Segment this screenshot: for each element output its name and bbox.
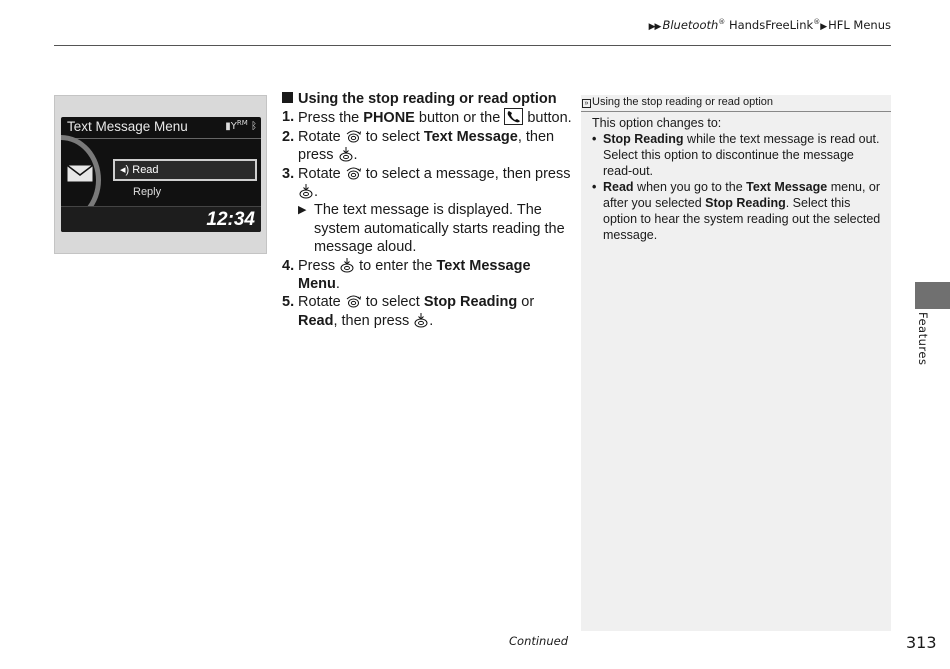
- speaker-icon: ◂): [120, 164, 130, 176]
- phone-button-icon: [504, 108, 523, 125]
- menu-item-read-selected: [113, 159, 257, 181]
- step-3-result: [282, 201, 572, 256]
- interface-dial-rotate-icon: [345, 294, 362, 309]
- signal-icon: Y: [230, 121, 237, 132]
- note-item-stop-reading: [592, 131, 882, 179]
- note-bold: Text Message: [746, 180, 828, 194]
- registered-mark: ®: [718, 18, 726, 27]
- step-text: Rotate: [298, 294, 345, 311]
- interface-dial-press-icon: [338, 146, 354, 162]
- step-text: to select a message, then press: [361, 165, 571, 182]
- audio-display-screen: [61, 117, 261, 232]
- screen-title-divider: [61, 138, 261, 139]
- note-bold: Stop Reading: [603, 132, 684, 146]
- screen-title: Text Message Menu: [67, 119, 188, 134]
- page-number: 313: [906, 633, 937, 652]
- step-bold: Text Message Menu: [298, 257, 531, 293]
- breadcrumb-menus: HFL Menus: [828, 18, 891, 32]
- continued-label: Continued: [509, 634, 569, 648]
- envelope-icon: [67, 165, 93, 182]
- step-number: 3.: [282, 165, 295, 182]
- note-bold: Read: [603, 180, 634, 194]
- step-text: .: [429, 312, 434, 329]
- interface-dial-rotate-icon: [345, 129, 362, 144]
- note-text: while the text message is read out. Select this option to discontinue the message read-out.: [603, 132, 880, 178]
- header-rule: [54, 45, 891, 46]
- note-reference-icon: »: [582, 99, 591, 108]
- step-text: Rotate: [298, 128, 345, 145]
- step-text: , then press: [333, 312, 414, 329]
- note-text: menu, or after you selected: [603, 180, 881, 210]
- read-label: [120, 163, 159, 176]
- step-bold: Stop Reading: [423, 294, 518, 311]
- bullet-icon: •: [592, 180, 597, 194]
- step-text: Rotate: [298, 165, 345, 182]
- step-number: 2.: [282, 128, 295, 145]
- step-5: [282, 293, 572, 330]
- note-text: when you go to the: [633, 180, 747, 194]
- breadcrumb: [649, 18, 891, 32]
- battery-icon: ▮: [225, 121, 231, 132]
- step-4: [282, 257, 572, 294]
- step-text: , then press: [298, 128, 555, 164]
- step-bold: Read: [298, 312, 334, 329]
- note-title: [581, 95, 891, 112]
- step-text: or: [517, 294, 535, 311]
- note-bold: Stop Reading: [705, 196, 786, 210]
- section-heading: [282, 90, 572, 108]
- step-text: .: [335, 276, 340, 293]
- step-text: to enter the: [355, 257, 437, 274]
- step-2: [282, 128, 572, 165]
- result-text: The text message is displayed. The system automatically starts reading the message aloud.: [314, 202, 565, 256]
- step-text: to select: [361, 294, 424, 311]
- bullet-icon: •: [592, 132, 597, 146]
- clock: 12:34: [206, 209, 255, 230]
- step-text: to select: [361, 128, 424, 145]
- section-tab-text: Features: [916, 312, 930, 366]
- breadcrumb-bluetooth: Bluetooth: [662, 18, 719, 32]
- step-text: Press the: [298, 110, 364, 127]
- step-text: button.: [523, 110, 572, 127]
- read-text: Read: [132, 164, 159, 176]
- note-intro: This option changes to:: [592, 116, 722, 130]
- roaming-indicator: RM: [236, 119, 248, 127]
- step-1: [282, 108, 572, 127]
- arrow-icon: ▶: [820, 22, 827, 32]
- interface-dial-rotate-icon: [345, 166, 362, 181]
- breadcrumb-hfl: HandsFreeLink: [725, 18, 814, 32]
- step-text: Press: [298, 257, 340, 274]
- menu-item-reply: Reply: [133, 186, 162, 198]
- square-bullet-icon: [282, 92, 293, 103]
- step-text: button or the: [414, 110, 505, 127]
- instructions: [282, 90, 572, 330]
- note-item-read: [592, 179, 882, 243]
- side-note: [581, 95, 891, 631]
- status-icons: [225, 119, 257, 132]
- note-title-text: Using the stop reading or read option: [592, 96, 774, 108]
- note-text: . Select this option to hear the system reading out the selected message.: [603, 196, 881, 242]
- interface-dial-press-icon: [339, 257, 355, 273]
- step-number: 1.: [282, 109, 295, 126]
- step-number: 5.: [282, 294, 295, 311]
- note-body: [592, 115, 882, 243]
- section-heading-text: Using the stop reading or read option: [298, 91, 557, 107]
- step-text: .: [353, 147, 358, 164]
- interface-dial-press-icon: [298, 183, 314, 199]
- step-3: [282, 165, 572, 202]
- section-tab-label: [914, 312, 936, 372]
- step-bold: Text Message: [423, 128, 518, 145]
- double-arrow-icon: ▶▶: [648, 22, 661, 32]
- step-number: 4.: [282, 257, 295, 274]
- step-text: .: [314, 184, 319, 201]
- section-tab-marker: [915, 282, 950, 309]
- result-arrow-icon: ▶: [298, 204, 307, 217]
- registered-mark-2: ®: [813, 18, 821, 27]
- interface-dial-press-icon: [413, 312, 429, 328]
- bluetooth-icon: ᛒ: [251, 121, 257, 132]
- step-bold: PHONE: [363, 110, 415, 127]
